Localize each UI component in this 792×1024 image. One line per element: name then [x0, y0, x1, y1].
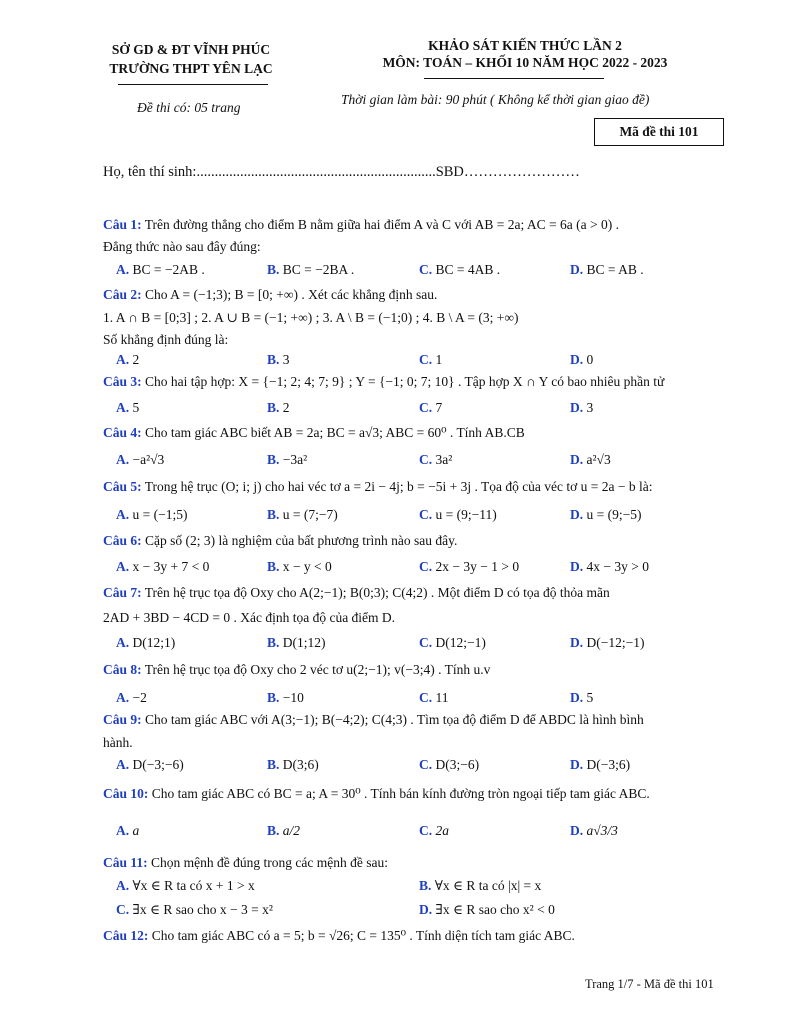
option-6d[interactable] — [570, 559, 649, 575]
option-text: D(12;−1) — [435, 635, 486, 650]
question-text: Cho A = (−1;3); B = [0; +∞) . Xét các khẳng định sau. — [145, 287, 438, 302]
time-note: Thời gian làm bài: 90 phút ( Không kể thời gian giao đề) — [341, 92, 650, 107]
option-11c[interactable] — [116, 902, 273, 918]
option-text: 0 — [586, 352, 594, 367]
option-letter: B. — [267, 823, 280, 838]
option-text: 3 — [586, 400, 594, 415]
option-letter: C. — [419, 757, 433, 772]
question-1 — [103, 217, 723, 233]
question-4 — [103, 425, 723, 441]
option-letter: C. — [419, 635, 433, 650]
question-9 — [103, 712, 723, 728]
question-text: Trên hệ trục tọa độ Oxy cho 2 véc tơ u(2;−1); v(−3;4) . Tính u.v — [144, 662, 491, 677]
option-text: ∃x ∈ R sao cho x² < 0 — [435, 902, 555, 917]
option-letter: C. — [419, 507, 433, 522]
question-label: Câu 3: — [103, 374, 142, 389]
option-2a[interactable] — [116, 352, 139, 368]
question-7-line2 — [103, 610, 723, 626]
option-8a[interactable] — [116, 690, 147, 706]
question-text: Cho tam giác ABC có BC = a; A = 30⁰ . Tính bán kính đường tròn ngoại tiếp tam giác ABC. — [151, 786, 650, 801]
question-2-line2 — [103, 310, 723, 326]
option-text: 2 — [282, 400, 290, 415]
question-label: Câu 5: — [103, 479, 142, 494]
option-letter: B. — [267, 690, 280, 705]
option-letter: B. — [267, 559, 280, 574]
option-text: a²√3 — [586, 452, 611, 467]
option-text: a√3/3 — [586, 823, 618, 838]
option-text: 5 — [586, 690, 594, 705]
option-text: D(3;6) — [282, 757, 319, 772]
option-text: D(12;1) — [132, 635, 176, 650]
question-3 — [103, 374, 723, 390]
option-3a[interactable] — [116, 400, 139, 416]
option-10c[interactable] — [419, 823, 449, 839]
option-letter: A. — [116, 690, 130, 705]
option-text: a — [132, 823, 140, 838]
option-7a[interactable] — [116, 635, 175, 651]
question-text: Đẳng thức nào sau đây đúng: — [103, 239, 261, 254]
subject-line: MÔN: TOÁN – KHỐI 10 NĂM HỌC 2022 - 2023 — [382, 55, 668, 70]
question-label: Câu 4: — [103, 425, 142, 440]
question-text: Chọn mệnh đề đúng trong các mệnh đề sau: — [151, 855, 388, 870]
question-text: Số khẳng định đúng là: — [103, 332, 229, 347]
option-9d[interactable] — [570, 757, 630, 773]
option-4b[interactable] — [267, 452, 307, 468]
question-5 — [103, 479, 723, 495]
option-text: BC = −2AB . — [132, 262, 205, 277]
option-text: a/2 — [282, 823, 301, 838]
school-name: TRƯỜNG THPT YÊN LẠC — [109, 61, 273, 76]
option-11a[interactable] — [116, 878, 255, 894]
option-8d[interactable] — [570, 690, 593, 706]
option-letter: D. — [570, 757, 584, 772]
question-text: Trên đường thẳng cho điểm B nằm giữa hai điểm A và C với AB = 2a; AC = 6a (a > 0) . — [144, 217, 619, 232]
option-2c[interactable] — [419, 352, 442, 368]
question-label: Câu 8: — [103, 662, 142, 677]
option-letter: D. — [570, 559, 584, 574]
question-text: Cho tam giác ABC biết AB = 2a; BC = a√3; ABC = 60⁰ . Tính AB.CB — [145, 425, 525, 440]
option-text: x − 3y + 7 < 0 — [132, 559, 210, 574]
option-text: D(3;−6) — [435, 757, 480, 772]
option-letter: B. — [267, 757, 280, 772]
option-text: 11 — [435, 690, 449, 705]
question-label: Câu 9: — [103, 712, 142, 727]
option-1a[interactable] — [116, 262, 205, 278]
question-label: Câu 6: — [103, 533, 142, 548]
option-text: ∀x ∈ R ta có x + 1 > x — [132, 878, 255, 893]
option-letter: C. — [116, 902, 130, 917]
option-letter: A. — [116, 757, 130, 772]
question-2-line3 — [103, 332, 723, 348]
option-letter: A. — [116, 507, 130, 522]
option-letter: C. — [419, 559, 433, 574]
option-text: −3a² — [282, 452, 308, 467]
option-letter: A. — [116, 262, 130, 277]
option-7c[interactable] — [419, 635, 486, 651]
option-text: 7 — [435, 400, 443, 415]
question-text: hành. — [103, 735, 133, 750]
option-letter: B. — [267, 507, 280, 522]
question-text: Trong hệ trục (O; i; j) cho hai véc tơ a = 2i − 4j; b = −5i + 3j . Tọa độ của véc tơ u = 2a − b là: — [144, 479, 653, 494]
option-6b[interactable] — [267, 559, 332, 575]
option-letter: C. — [419, 352, 433, 367]
option-text: D(−3;−6) — [132, 757, 184, 772]
option-10a[interactable] — [116, 823, 139, 839]
option-letter: A. — [116, 823, 130, 838]
option-text: 5 — [132, 400, 140, 415]
pages-note: Đề thi có: 05 trang — [137, 100, 241, 115]
option-1c[interactable] — [419, 262, 500, 278]
question-label: Câu 7: — [103, 585, 142, 600]
option-5c[interactable] — [419, 507, 497, 523]
question-text: 2AD + 3BD − 4CD = 0 . Xác định tọa độ của điểm D. — [103, 610, 396, 625]
option-letter: C. — [419, 690, 433, 705]
question-text: Trên hệ trục tọa độ Oxy cho A(2;−1); B(0;3); C(4;2) . Một điểm D có tọa độ thỏa mãn — [144, 585, 610, 600]
option-text: u = (−1;5) — [132, 507, 188, 522]
option-text: 2a — [435, 823, 449, 838]
option-letter: A. — [116, 559, 130, 574]
option-text: BC = AB . — [586, 262, 644, 277]
option-5d[interactable] — [570, 507, 641, 523]
question-label: Câu 1: — [103, 217, 142, 232]
option-text: 1 — [435, 352, 443, 367]
option-letter: D. — [570, 452, 584, 467]
option-9a[interactable] — [116, 757, 184, 773]
option-letter: A. — [116, 452, 130, 467]
question-text: Cho hai tập hợp: X = {−1; 2; 4; 7; 9} ; Y = {−1; 0; 7; 10} . Tập hợp X ∩ Y có bao nhiêu phần tử — [145, 374, 665, 389]
option-2b[interactable] — [267, 352, 290, 368]
question-label: Câu 12: — [103, 928, 149, 943]
option-letter: D. — [570, 400, 584, 415]
option-text: 2x − 3y − 1 > 0 — [435, 559, 520, 574]
question-9-line2 — [103, 735, 723, 751]
option-letter: A. — [116, 878, 130, 893]
option-letter: D. — [570, 823, 584, 838]
student-info-line: Họ, tên thí sinh:..................................................................SBD…………………… — [103, 164, 580, 180]
option-text: D(−12;−1) — [586, 635, 645, 650]
option-4a[interactable] — [116, 452, 164, 468]
question-label: Câu 11: — [103, 855, 148, 870]
exam-code: Mã đề thi 101 — [619, 124, 699, 139]
question-text: Cho tam giác ABC có a = 5; b = √26; C = 135⁰ . Tính diện tích tam giác ABC. — [151, 928, 575, 943]
option-letter: A. — [116, 400, 130, 415]
option-1d[interactable] — [570, 262, 644, 278]
option-letter: B. — [419, 878, 432, 893]
option-text: 3a² — [435, 452, 453, 467]
option-5a[interactable] — [116, 507, 187, 523]
option-text: ∀x ∈ R ta có |x| = x — [434, 878, 542, 893]
question-2 — [103, 287, 723, 303]
option-7b[interactable] — [267, 635, 326, 651]
option-8b[interactable] — [267, 690, 304, 706]
option-3c[interactable] — [419, 400, 442, 416]
question-text: 1. A ∩ B = [0;3] ; 2. A ∪ B = (−1; +∞) ; 3. A \ B = (−1;0) ; 4. B \ A = (3; +∞) — [103, 310, 519, 325]
option-letter: C. — [419, 452, 433, 467]
option-letter: B. — [267, 400, 280, 415]
option-text: BC = 4AB . — [435, 262, 501, 277]
option-10d[interactable] — [570, 823, 618, 839]
option-6a[interactable] — [116, 559, 209, 575]
option-letter: D. — [570, 635, 584, 650]
option-text: 2 — [132, 352, 140, 367]
question-text: Cho tam giác ABC với A(3;−1); B(−4;2); C(4;3) . Tìm tọa độ điểm D để ABDC là hình bình — [145, 712, 644, 727]
option-letter: A. — [116, 352, 130, 367]
option-text: D(1;12) — [282, 635, 326, 650]
question-12 — [103, 928, 723, 944]
option-letter: C. — [419, 262, 433, 277]
option-10b[interactable] — [267, 823, 300, 839]
option-7d[interactable] — [570, 635, 644, 651]
option-5b[interactable] — [267, 507, 338, 523]
option-text: D(−3;6) — [586, 757, 631, 772]
option-text: −2 — [132, 690, 147, 705]
option-text: −a²√3 — [132, 452, 165, 467]
option-text: BC = −2BA . — [282, 262, 355, 277]
option-letter: D. — [570, 262, 584, 277]
option-letter: B. — [267, 635, 280, 650]
option-text: u = (7;−7) — [282, 507, 338, 522]
option-11b[interactable] — [419, 878, 541, 894]
question-1-line2 — [103, 239, 723, 255]
option-letter: B. — [267, 452, 280, 467]
question-label: Câu 10: — [103, 786, 149, 801]
option-3d[interactable] — [570, 400, 593, 416]
right-divider — [424, 78, 604, 79]
question-6 — [103, 533, 723, 549]
question-10 — [103, 786, 723, 802]
question-7 — [103, 585, 723, 601]
left-divider — [118, 84, 268, 85]
option-6c[interactable] — [419, 559, 519, 575]
exam-code-box — [594, 118, 724, 146]
option-9c[interactable] — [419, 757, 479, 773]
option-text: 3 — [282, 352, 290, 367]
option-letter: C. — [419, 823, 433, 838]
option-2d[interactable] — [570, 352, 593, 368]
option-text: u = (9;−11) — [435, 507, 497, 522]
option-text: u = (9;−5) — [586, 507, 642, 522]
option-4d[interactable] — [570, 452, 611, 468]
option-text: −10 — [282, 690, 304, 705]
option-9b[interactable] — [267, 757, 319, 773]
exam-title: KHẢO SÁT KIẾN THỨC LẦN 2 — [428, 38, 622, 53]
question-label: Câu 2: — [103, 287, 142, 302]
page-footer: Trang 1/7 - Mã đề thi 101 — [585, 977, 714, 991]
option-letter: D. — [570, 507, 584, 522]
department-name: SỞ GD & ĐT VĨNH PHÚC — [111, 42, 271, 57]
option-letter: B. — [267, 262, 280, 277]
option-letter: A. — [116, 635, 130, 650]
option-letter: D. — [419, 902, 433, 917]
option-11d[interactable] — [419, 902, 555, 918]
option-4c[interactable] — [419, 452, 452, 468]
option-letter: D. — [570, 690, 584, 705]
option-3b[interactable] — [267, 400, 290, 416]
question-text: Cặp số (2; 3) là nghiệm của bất phương trình nào sau đây. — [145, 533, 458, 548]
option-1b[interactable] — [267, 262, 354, 278]
option-letter: C. — [419, 400, 433, 415]
question-11 — [103, 855, 723, 871]
option-text: x − y < 0 — [282, 559, 332, 574]
option-8c[interactable] — [419, 690, 449, 706]
question-8 — [103, 662, 723, 678]
option-letter: D. — [570, 352, 584, 367]
option-text: ∃x ∈ R sao cho x − 3 = x² — [132, 902, 273, 917]
option-letter: B. — [267, 352, 280, 367]
option-text: 4x − 3y > 0 — [586, 559, 649, 574]
